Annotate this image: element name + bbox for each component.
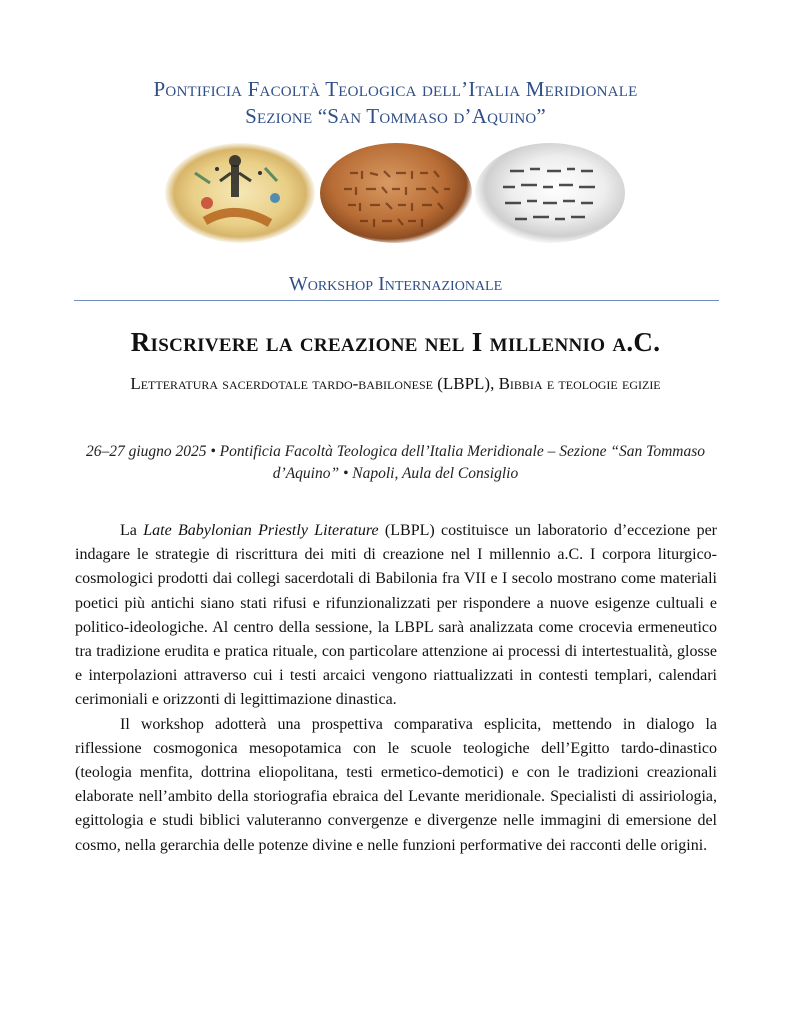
- divider: [74, 300, 719, 301]
- institution-section: Sezione “San Tommaso d’Aquino”: [245, 104, 546, 128]
- cuneiform-icon: [320, 143, 472, 243]
- institution-name: Pontificia Facoltà Teologica dell’Italia Meridionale: [153, 77, 638, 101]
- page-title: Riscrivere la creazione nel I millennio a.C.: [130, 327, 661, 357]
- paragraph-2: Il workshop adotterà una prospettiva comparativa esplicita, mettendo in dialogo la riflessione cosmogonica mesopotamica con le scuole teologiche dell’Egitto tardo-dinastico (teologia menfita, dottrina eliopolitana, testi ermetico-demotici) e con le tradizioni creazionali elaborate nell’ambito della storiografia ebraica del Levante meridionale. Specialisti di assiriologia, egittologia e studi biblici valuteranno convergenze e divergenze nelle immagini di emersione del cosmo, nella gerarchia delle potenze divine e nelle funzioni performative dei racconti delle origini.: [75, 715, 717, 854]
- paragraph-1-rest: (LBPL) costituisce un laboratorio d’eccezione per indagare le strategie di riscrittura dei miti di creazione nel I millennio a.C. I corpora liturgico-cosmologici prodotti dai collegi sacerdotali di Babilonia fra VII e I secolo mostrano come materiali poetici più antichi siano stati rifusi e rifunzionalizzati per rispondere a nuove esigenze cultuali e politico-ideologiche. Al centro della sessione, la LBPL sarà analizzata come crocevia ermeneutico tra tradizione erudita e pratica rituale, con particolare attenzione ai processi di intertestualità, glosse e interpolazioni attraverso cui i testi arcaici vengono riattualizzati in contesti templari, calendari cerimoniali e orizzonti di legittimazione dinastica.: [75, 522, 717, 709]
- egyptian-art-icon: [165, 143, 315, 243]
- page-subtitle: Letteratura sacerdotale tardo-babilonese (LBPL), Bibbia e teologie egizie: [130, 374, 661, 393]
- paragraph-1-italic: Late Babylonian Priestly Literature: [143, 522, 379, 539]
- header-images: [165, 143, 630, 243]
- workshop-label: Workshop Internazionale: [288, 273, 503, 295]
- body-text: [75, 519, 717, 858]
- paragraph-1: [75, 519, 717, 713]
- event-info: 26–27 giugno 2025 • Pontificia Facoltà Teologica dell’Italia Meridionale – Sezione “San Tommaso d’Aquino” • Napoli, Aula del Consiglio: [85, 443, 706, 482]
- paragraph-1-lead: La: [120, 522, 144, 539]
- hebrew-text-icon: [475, 143, 625, 243]
